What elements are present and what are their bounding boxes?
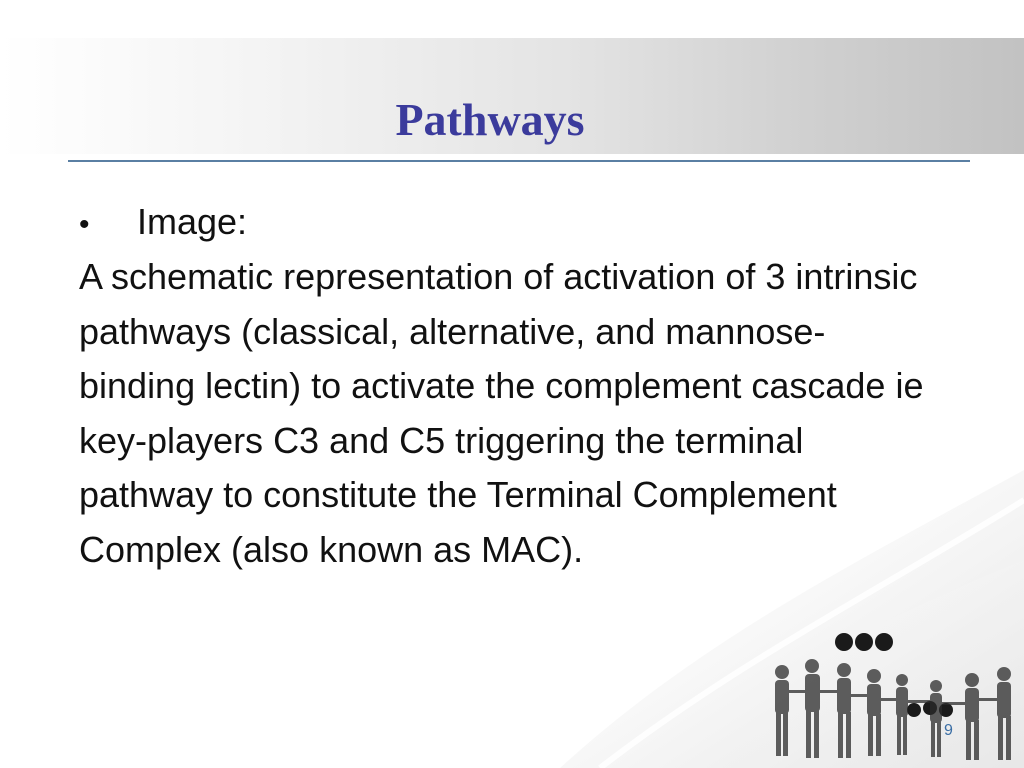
slide-title: Pathways bbox=[395, 94, 585, 145]
bullet-icon: • bbox=[79, 208, 90, 241]
bullet-item bbox=[79, 194, 939, 250]
page-number: 9 bbox=[944, 722, 953, 739]
title-divider bbox=[68, 160, 970, 162]
bullet-label: Image: bbox=[137, 201, 248, 242]
business-people-silhouette-image bbox=[760, 610, 1024, 768]
slide-content bbox=[79, 194, 939, 577]
slide-body-text: A schematic representation of activation of 3 intrinsic pathways (classical, alternative, and mannose-binding lectin) to activate the complement cascade ie key-players C3 and C5 triggering the terminal pathway to constitute the Terminal Complement Complex (also known as MAC). bbox=[79, 256, 924, 570]
